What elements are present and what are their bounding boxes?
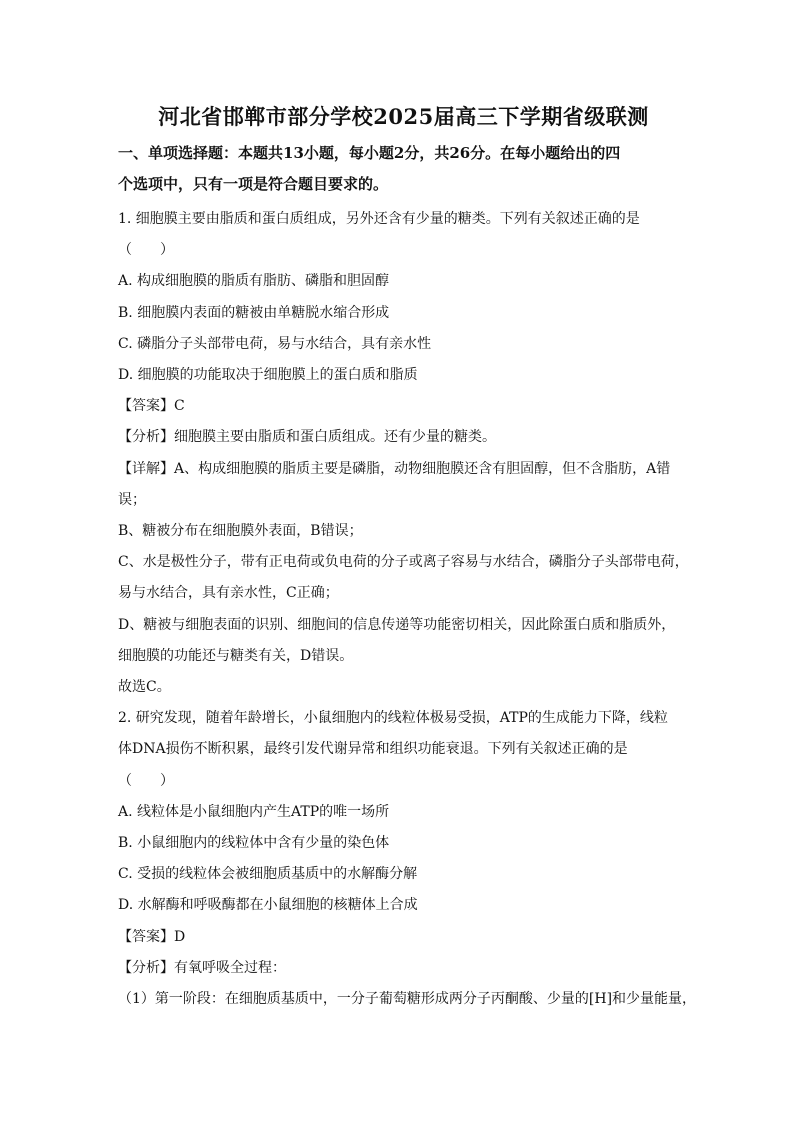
q1-detail-d-line-2: 细胞膜的功能还与糖类有关，D错误。: [118, 647, 354, 664]
q1-option-b: B. 细胞膜内表面的糖被由单糖脱水缩合形成: [118, 304, 390, 321]
q2-stem-line-2: 体DNA损伤不断积累，最终引发代谢异常和组织功能衰退。下列有关叙述正确的是: [118, 741, 628, 758]
page-title: 河北省邯郸市部分学校2025届高三下学期省级联测: [158, 104, 649, 129]
q1-stem-line-2: （ ）: [118, 242, 174, 259]
q1-detail-a-line-1: 【详解】A、构成细胞膜的脂质主要是磷脂，动物细胞膜还含有胆固醇，但不含脂肪，A错: [118, 460, 671, 477]
q1-detail-c-line-1: C、水是极性分子，带有正电荷或负电荷的分子或离子容易与水结合，磷脂分子头部带电荷，: [118, 554, 689, 571]
q1-detail-c-line-2: 易与水结合，具有亲水性，C正确；: [118, 585, 339, 602]
q1-conclusion: 故选C。: [118, 679, 171, 696]
section-heading-line-2: 个选项中，只有一项是符合题目要求的。: [118, 175, 389, 193]
question-1: [118, 204, 689, 703]
q2-option-b: B. 小鼠细胞内的线粒体中含有少量的染色体: [118, 835, 390, 852]
q2-option-a: A. 线粒体是小鼠细胞内产生ATP的唯一场所: [118, 803, 390, 820]
q2-answer: 【答案】D: [118, 928, 186, 945]
section-heading: [118, 138, 689, 200]
q1-stem-line-1: 1. 细胞膜主要由脂质和蛋白质组成，另外还含有少量的糖类。下列有关叙述正确的是: [118, 211, 640, 227]
q2-step-1: （1）第一阶段：在细胞质基质中，一分子葡萄糖形成两分子丙酮酸、少量的[H]和少量能量，: [118, 991, 697, 1008]
q1-detail-b: B、糖被分布在细胞膜外表面，B错误；: [118, 523, 363, 540]
q1-answer: 【答案】C: [118, 398, 185, 415]
q1-option-a: A. 构成细胞膜的脂质有脂肪、磷脂和胆固醇: [118, 273, 390, 290]
q2-analysis: 【分析】有氧呼吸全过程：: [118, 959, 286, 976]
question-2: [118, 703, 697, 1015]
q1-option-d: D. 细胞膜的功能取决于细胞膜上的蛋白质和脂质: [118, 367, 418, 384]
section-heading-line-1: 一、单项选择题：本题共13小题，每小题2分，共26分。在每小题给出的四: [118, 144, 621, 162]
q1-analysis: 【分析】细胞膜主要由脂质和蛋白质组成。还有少量的糖类。: [118, 429, 496, 446]
q2-option-d: D. 水解酶和呼吸酶都在小鼠细胞的核糖体上合成: [118, 897, 418, 914]
q1-detail-a-line-2: 误；: [118, 491, 146, 508]
q1-detail-d-line-1: D、糖被与细胞表面的识别、细胞间的信息传递等功能密切相关，因此除蛋白质和脂质外，: [118, 616, 676, 633]
q2-stem-line-3: （ ）: [118, 772, 174, 789]
q1-option-c: C. 磷脂分子头部带电荷，易与水结合，具有亲水性: [118, 335, 432, 352]
q2-stem-line-1: 2. 研究发现，随着年龄增长，小鼠细胞内的线粒体极易受损，ATP的生成能力下降，线粒: [118, 710, 668, 727]
q2-option-c: C. 受损的线粒体会被细胞质基质中的水解酶分解: [118, 866, 418, 883]
